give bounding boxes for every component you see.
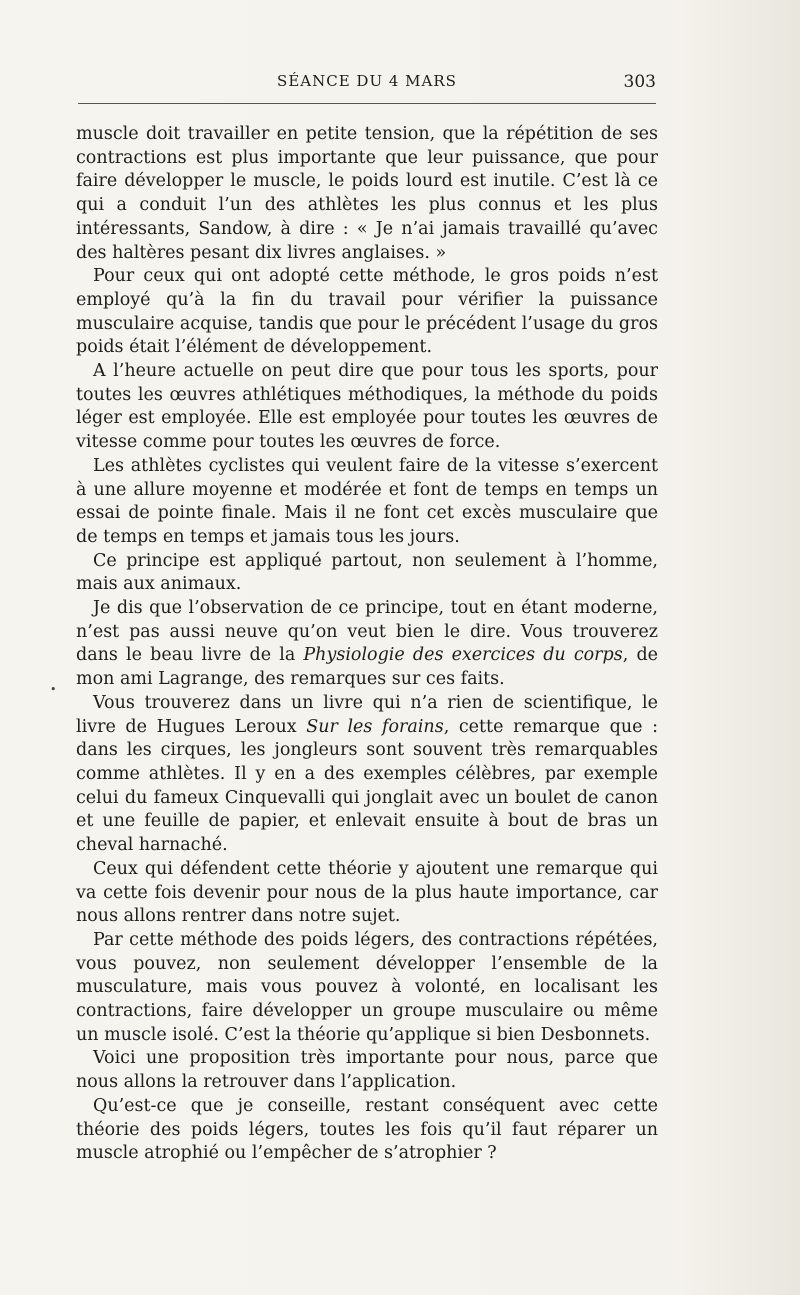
paragraph-text: Vous trouverez dans un livre qui n’a rien de scientifique, le livre de Hugues Leroux bbox=[76, 692, 658, 737]
paragraph: Voici une proposition très importante pour nous, parce que nous allons la retrouver dans l’application. bbox=[76, 1048, 658, 1093]
paragraph: A l’heure actuelle on peut dire que pour tous les sports, pour toutes les œuvres athlétiques méthodiques, la méthode du poids léger est employée. Elle est employée pour toutes les œuvres de vitesse comme pour toutes les œuvres de force. bbox=[76, 361, 658, 453]
paragraph bbox=[76, 692, 658, 858]
page-number: 303 bbox=[623, 72, 656, 92]
paragraph bbox=[76, 597, 658, 692]
paragraph: Ce principe est appliqué partout, non seulement à l’homme, mais aux animaux. bbox=[76, 550, 658, 595]
paragraph: Par cette méthode des poids légers, des contractions répétées, vous pouvez, non seulement développer l’ensemble de la musculature, mais vous pouvez à volonté, en localisant les contractions, faire développer un groupe musculaire ou même un muscle isolé. C’est la théorie qu’applique si bien Desbonnets. bbox=[76, 929, 658, 1045]
paragraph-text: Je dis que l’observation de ce principe, tout en étant moderne, n’est pas aussi neuve qu’on veut bien le dire. Vous trouverez dans le beau livre de la bbox=[76, 598, 658, 666]
body-text bbox=[76, 123, 658, 1166]
paragraph: Les athlètes cyclistes qui veulent faire de la vitesse s’exercent à une allure moyenne et modérée et font de temps en temps un essai de pointe finale. Mais il ne font cet excès musculaire que de temps en temps et jamais tous les jours. bbox=[76, 455, 658, 547]
paragraph-text: , de mon ami Lagrange, des remarques sur ces faits. bbox=[76, 645, 659, 690]
paragraph-text: , cette remarque que : dans les cirques, les jongleurs sont souvent très remarquables comme athlètes. Il y en a des exemples célèbres, par exemple celui du fameux Cinquevalli qui jonglait avec un boulet de canon et une feuille de papier, et enlevait ensuite à bout de bras un cheval harnaché. bbox=[76, 716, 658, 856]
paragraph: muscle doit travailler en petite tension, que la répétition de ses contractions est plus importante que leur puissance, que pour faire développer le muscle, le poids lourd est inutile. C’est là ce qui a conduit l’un des athlètes les plus connus et les plus intéressants, Sandow, à dire : « Je n’ai jamais travaillé qu’avec des haltères pesant dix livres anglaises. » bbox=[76, 124, 658, 263]
running-head: SÉANCE DU 4 MARS bbox=[277, 72, 457, 90]
header-rule bbox=[78, 103, 656, 104]
margin-mark: • bbox=[50, 683, 57, 696]
book-title: Sur les forains bbox=[306, 716, 444, 737]
paragraph: Qu’est-ce que je conseille, restant conséquent avec cette théorie des poids légers, toutes les fois qu’il faut réparer un muscle atrophié ou l’empêcher de s’atrophier ? bbox=[76, 1095, 658, 1164]
page-header bbox=[78, 72, 656, 100]
paragraph: Pour ceux qui ont adopté cette méthode, le gros poids n’est employé qu’à la fin du travail pour vérifier la puissance musculaire acquise, tandis que pour le précédent l’usage du gros poids était l’élément de développement. bbox=[76, 266, 658, 358]
paragraph: Ceux qui défendent cette théorie y ajoutent une remarque qui va cette fois devenir pour nous de la plus haute importance, car nous allons rentrer dans notre sujet. bbox=[76, 858, 658, 927]
book-title: Physiologie des exercices du corps bbox=[303, 645, 623, 666]
